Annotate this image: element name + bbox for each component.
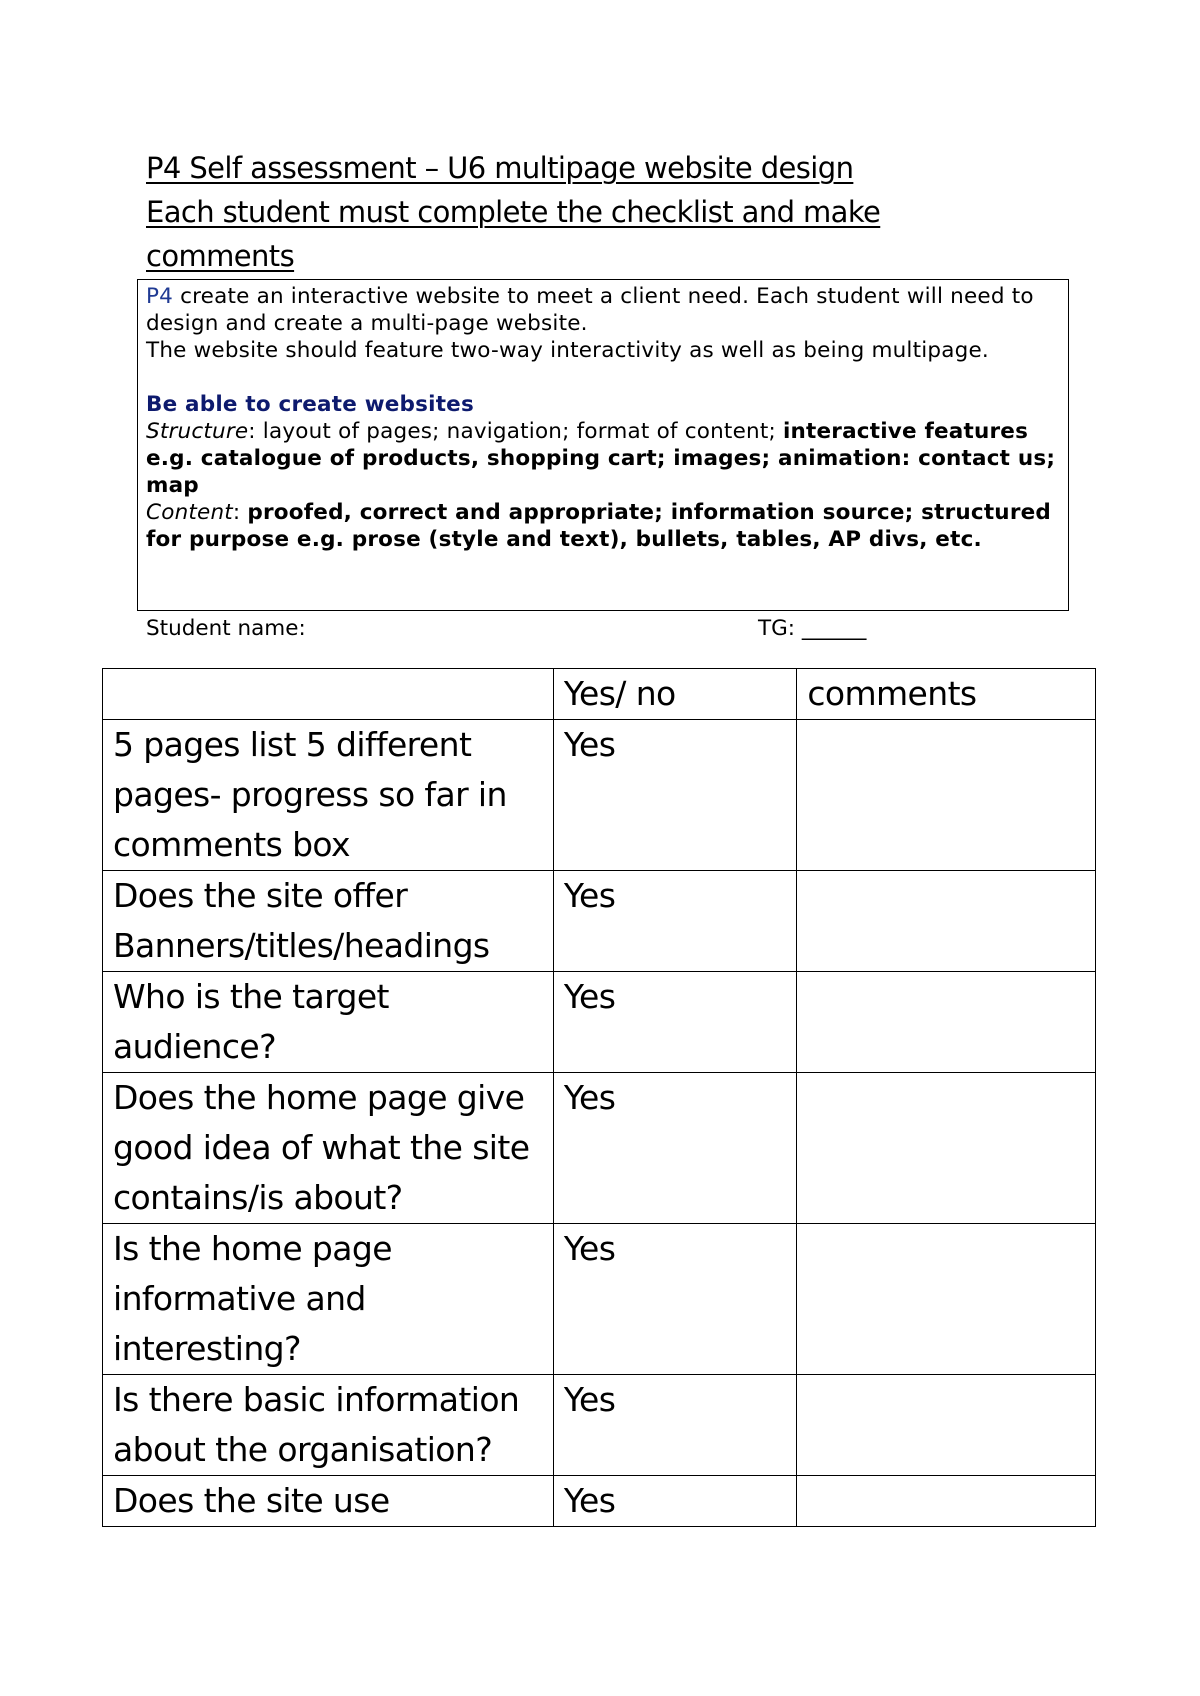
p4-label: P4 (146, 284, 174, 309)
table-row (103, 1073, 1096, 1224)
table-row (103, 972, 1096, 1073)
p4-text: create an interactive website to meet a client need. Each student will need to design and create a multi-page website. (146, 284, 1034, 336)
tg-label: TG: ______ (758, 616, 867, 641)
question-cell: Does the site offer Banners/titles/headings (103, 871, 554, 972)
question-cell: Is there basic information about the organisation? (103, 1375, 554, 1476)
content-bold: proofed, correct and appropriate; information source; structured for purpose e.g. prose (style and text), bullets, tables, AP divs, etc. (146, 500, 1051, 552)
header-yes-no: Yes/ no (553, 669, 797, 720)
title-line-2: Each student must complete the checklist and make (146, 195, 881, 229)
criteria-structure (146, 418, 1060, 499)
answer-cell[interactable]: Yes (553, 1224, 797, 1375)
criteria-intro (146, 283, 1060, 337)
structure-plain: : layout of pages; navigation; format of content; (248, 419, 783, 444)
structure-label: Structure (146, 419, 249, 444)
student-info-row (146, 614, 906, 644)
checklist-table (102, 668, 1096, 1527)
title-line-3: comments (146, 239, 295, 273)
header-question (103, 669, 554, 720)
table-row (103, 1224, 1096, 1375)
header-comments: comments (797, 669, 1096, 720)
criteria-content (146, 499, 1060, 553)
comment-cell[interactable] (797, 1073, 1096, 1224)
content-colon: : (232, 500, 248, 525)
answer-cell[interactable]: Yes (553, 972, 797, 1073)
table-row (103, 1476, 1096, 1527)
criteria-line-2: The website should feature two-way interactivity as well as being multipage. (146, 338, 989, 363)
answer-cell[interactable]: Yes (553, 1476, 797, 1527)
structure-bold: interactive features e.g. catalogue of products, shopping cart; images; animation: contact us; map (146, 419, 1056, 498)
content-label: Content (146, 500, 233, 525)
comment-cell[interactable] (797, 1476, 1096, 1527)
comment-cell[interactable] (797, 720, 1096, 871)
question-cell: Is the home page informative and interesting? (103, 1224, 554, 1375)
table-row (103, 871, 1096, 972)
answer-cell[interactable]: Yes (553, 1073, 797, 1224)
answer-cell[interactable]: Yes (553, 1375, 797, 1476)
criteria-heading: Be able to create websites (146, 392, 474, 417)
comment-cell[interactable] (797, 972, 1096, 1073)
title-line-1: P4 Self assessment – U6 multipage website design (146, 151, 854, 185)
answer-cell[interactable]: Yes (553, 720, 797, 871)
document-title (146, 146, 1046, 278)
table-header-row (103, 669, 1096, 720)
answer-cell[interactable]: Yes (553, 871, 797, 972)
question-cell: Who is the target audience? (103, 972, 554, 1073)
table-row (103, 1375, 1096, 1476)
question-cell: Does the site use (103, 1476, 554, 1527)
comment-cell[interactable] (797, 1224, 1096, 1375)
question-cell: 5 pages list 5 different pages- progress so far in comments box (103, 720, 554, 871)
table-row (103, 720, 1096, 871)
comment-cell[interactable] (797, 1375, 1096, 1476)
question-cell: Does the home page give good idea of what the site contains/is about? (103, 1073, 554, 1224)
criteria-box (137, 279, 1069, 611)
student-name-label: Student name: (146, 616, 306, 641)
comment-cell[interactable] (797, 871, 1096, 972)
